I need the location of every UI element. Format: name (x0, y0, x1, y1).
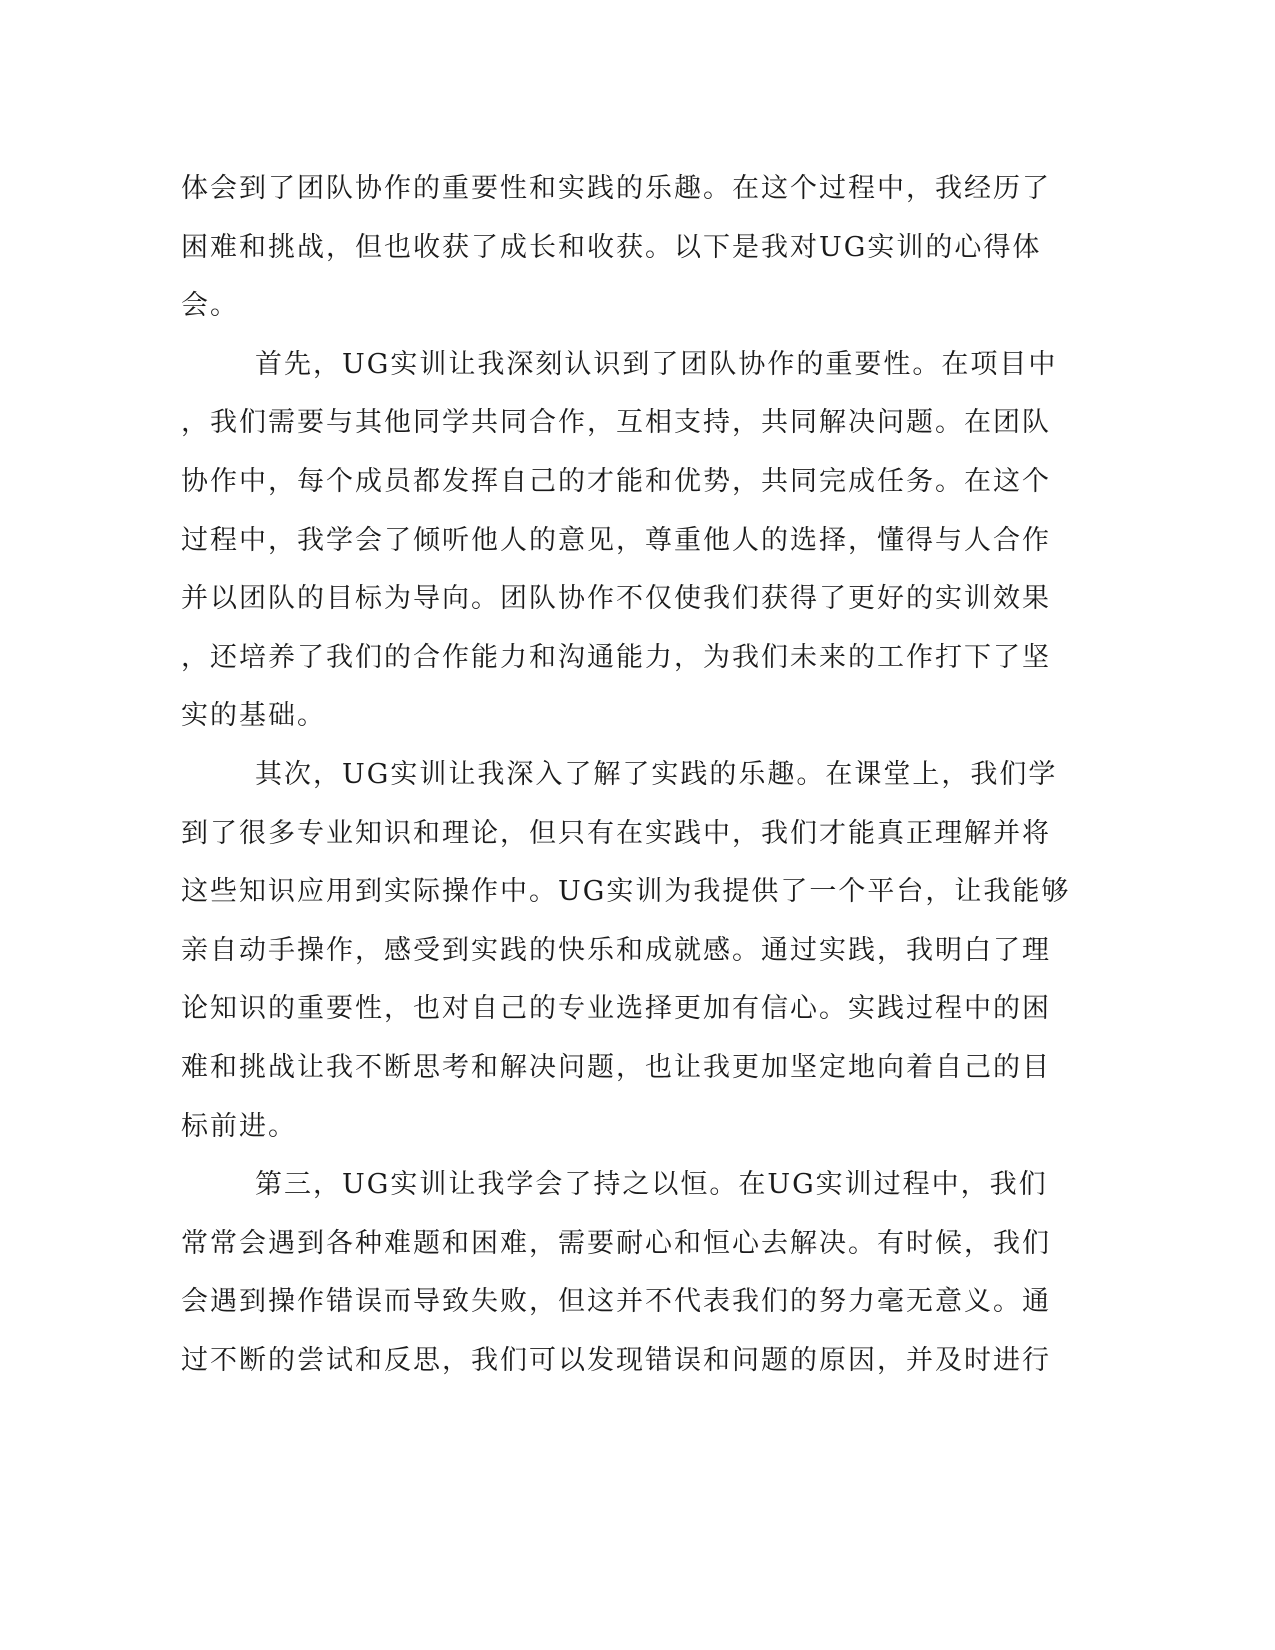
text-line: 会遇到操作错误而导致失败，但这并不代表我们的努力毫无意义。通 (181, 1286, 1051, 1318)
text-line: 论知识的重要性，也对自己的专业选择更加有信心。实践过程中的困 (181, 993, 1051, 1025)
text-line: 常常会遇到各种难题和困难，需要耐心和恒心去解决。有时候，我们 (181, 1227, 1051, 1259)
text-line: 标前进。 (181, 1110, 297, 1142)
text-line: 第三，UG实训让我学会了持之以恒。在UG实训过程中，我们 (255, 1169, 1048, 1201)
paragraph-4 (181, 1156, 1051, 1390)
text-line: 到了很多专业知识和理论，但只有在实践中，我们才能真正理解并将 (181, 817, 1051, 849)
text-line: 实的基础。 (181, 700, 326, 732)
text-line: 体会到了团队协作的重要性和实践的乐趣。在这个过程中，我经历了 (181, 173, 1051, 204)
text-line: 过不断的尝试和反思，我们可以发现错误和问题的原因，并及时进行 (181, 1344, 1051, 1376)
text-line: 难和挑战让我不断思考和解决问题，也让我更加坚定地向着自己的目 (181, 1051, 1051, 1083)
text-line: 其次，UG实训让我深入了解了实践的乐趣。在课堂上，我们学 (255, 758, 1058, 790)
text-line: 过程中，我学会了倾听他人的意见，尊重他人的选择，懂得与人合作 (181, 524, 1051, 556)
text-line: 协作中，每个成员都发挥自己的才能和优势，共同完成任务。在这个 (181, 465, 1051, 497)
paragraph-3 (181, 746, 1071, 1156)
text-line: 会。 (181, 290, 239, 322)
text-line: 困难和挑战，但也收获了成长和收获。以下是我对UG实训的心得体 (181, 231, 1042, 263)
paragraph-1 (181, 160, 1051, 336)
text-line: 并以团队的目标为导向。团队协作不仅使我们获得了更好的实训效果 (181, 583, 1051, 615)
text-line: 这些知识应用到实际操作中。UG实训为我提供了一个平台，让我能够 (181, 876, 1071, 908)
paragraph-2 (181, 336, 1058, 746)
text-line: 首先，UG实训让我深刻认识到了团队协作的重要性。在项目中 (255, 348, 1058, 380)
body-text (181, 160, 1071, 1390)
text-line: ，还培养了我们的合作能力和沟通能力，为我们未来的工作打下了坚 (181, 641, 1051, 673)
text-line: ，我们需要与其他同学共同合作，互相支持，共同解决问题。在团队 (181, 407, 1051, 439)
text-line: 亲自动手操作，感受到实践的快乐和成就感。通过实践，我明白了理 (181, 934, 1051, 966)
